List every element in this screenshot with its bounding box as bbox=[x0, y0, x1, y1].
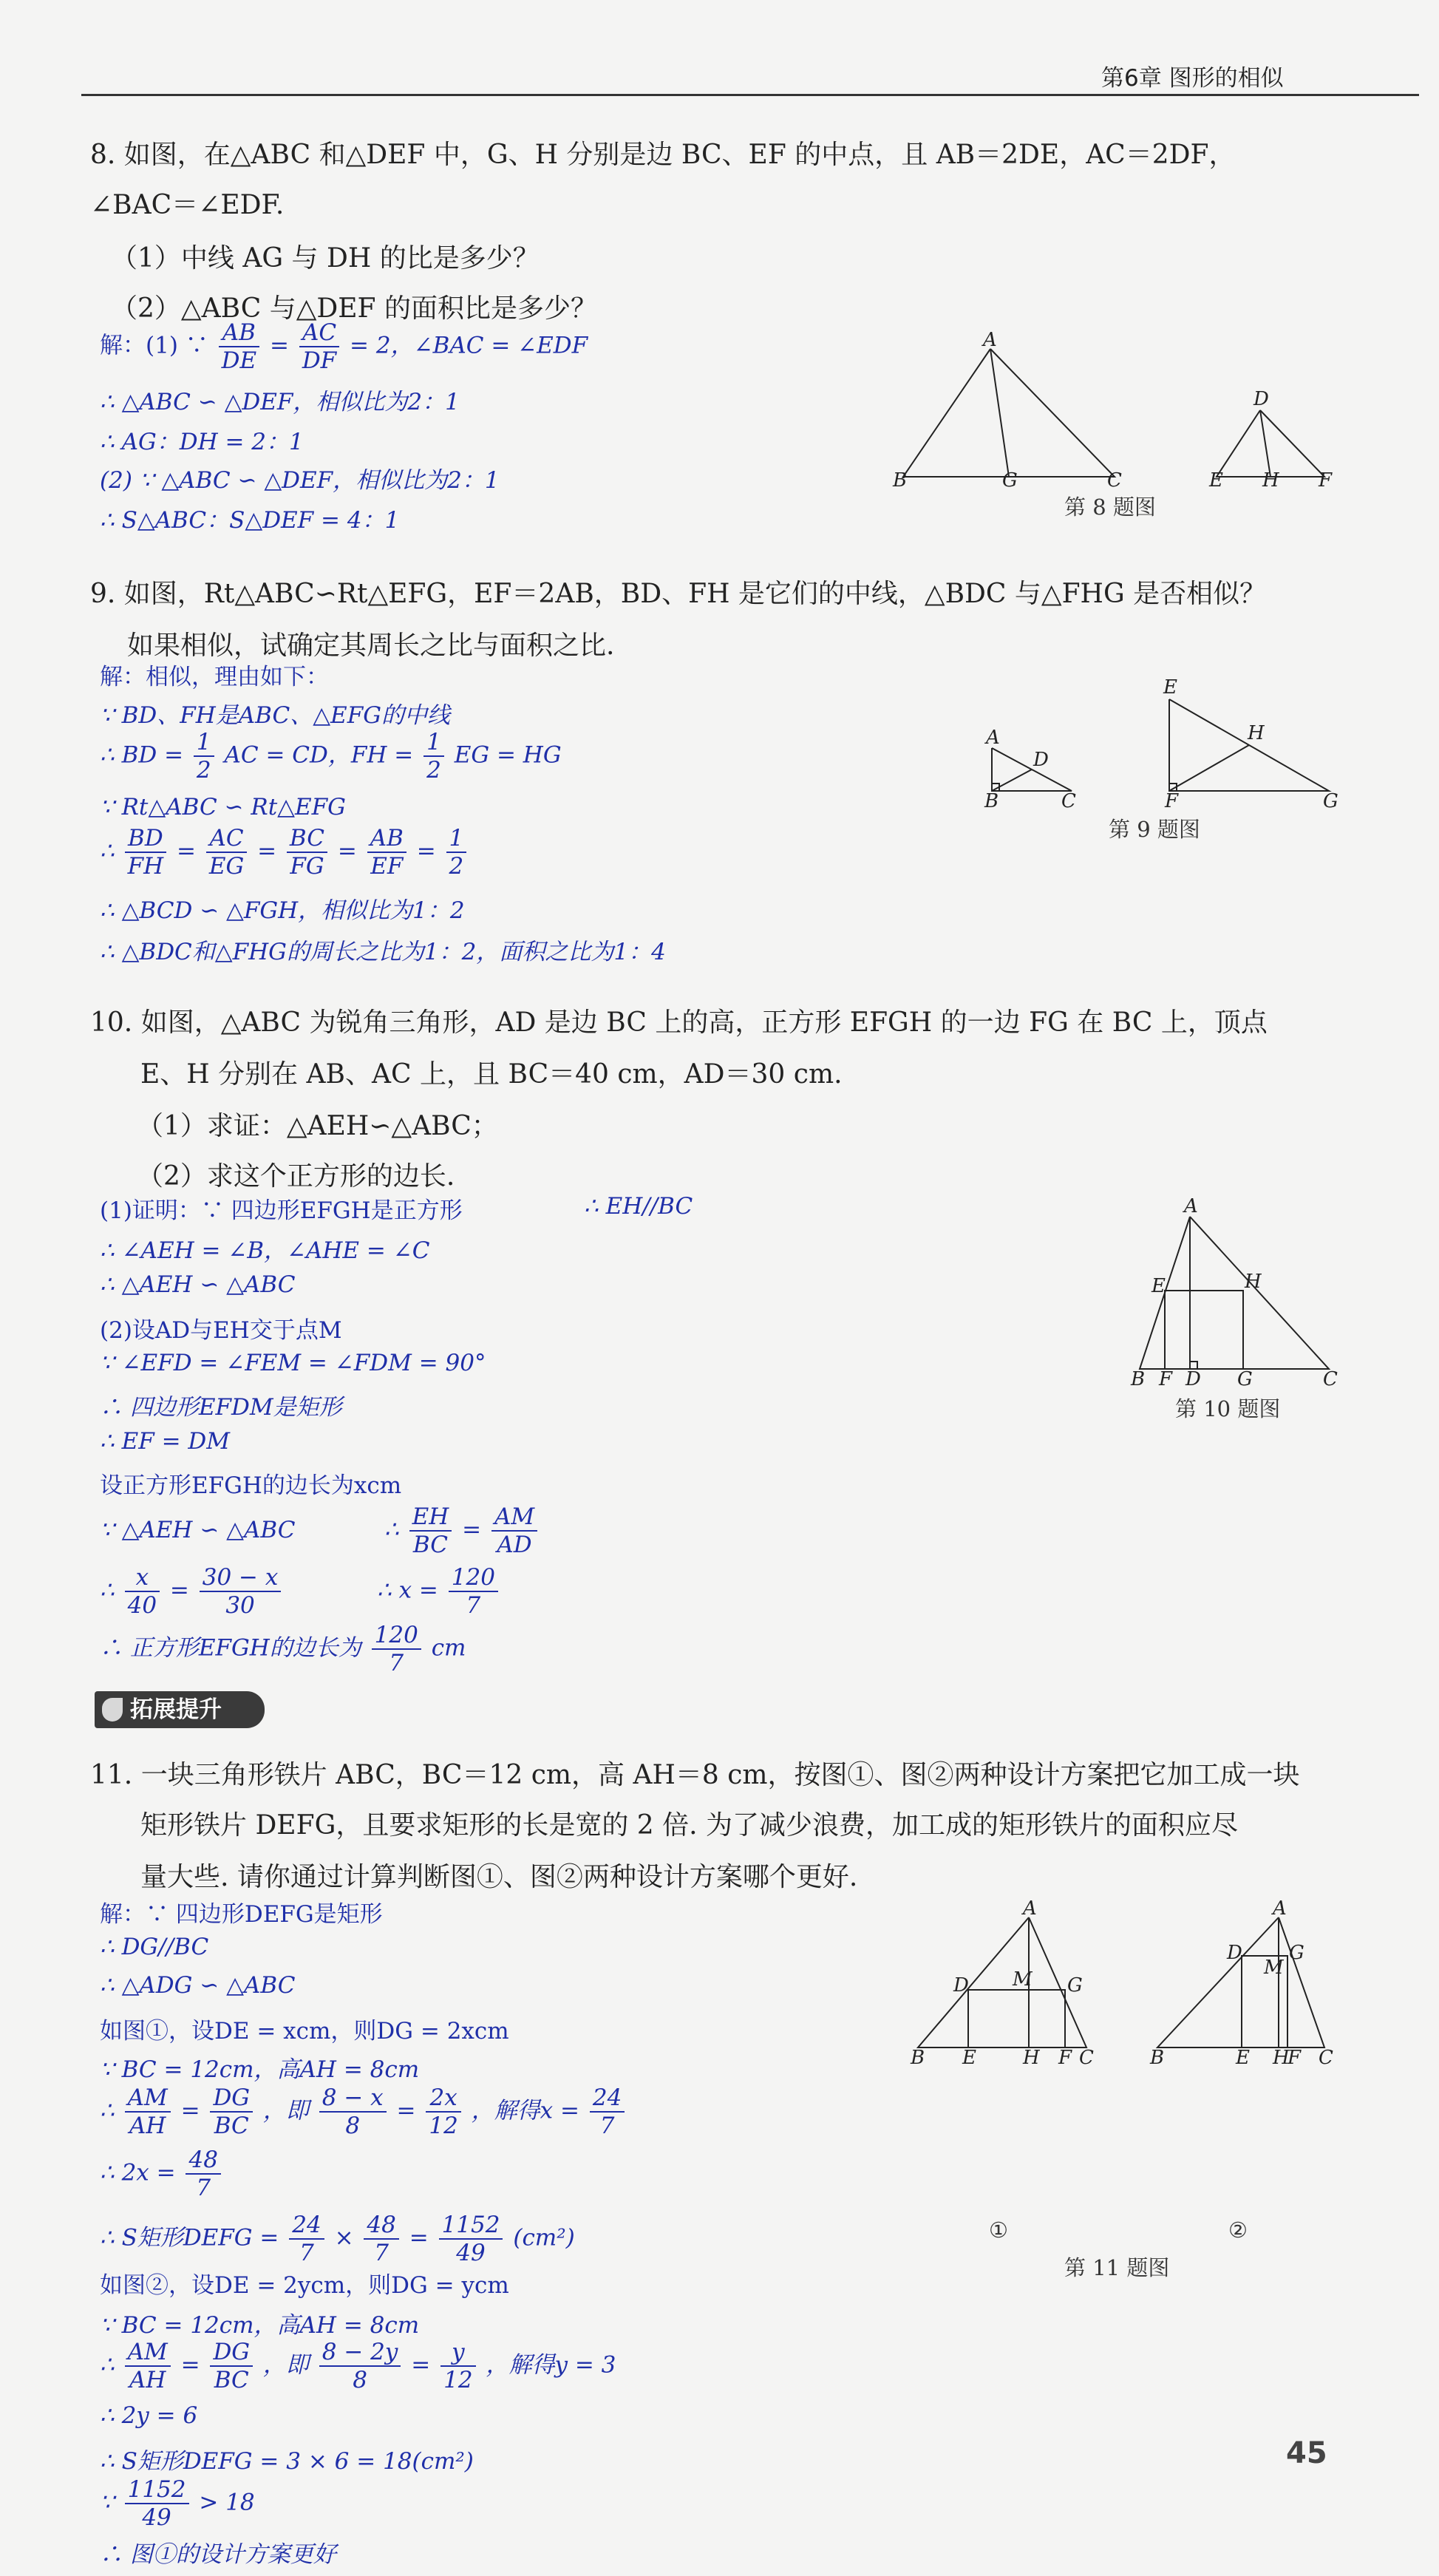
q10-line1: 10. 如图，△ABC 为锐角三角形，AD 是边 BC 上的高，正方形 EFGH 的一边 FG 在 BC 上，顶点 bbox=[90, 1007, 1268, 1038]
fraction: $\frac{1152}{49}$ bbox=[125, 2476, 189, 2531]
q11-answer-l9: 如图②，设DE = 2ycm，则DG = ycm bbox=[100, 2272, 509, 2299]
q10-answer-l10b: ∴ x = $\frac{120}{7}$ bbox=[377, 1564, 501, 1619]
label-d: D bbox=[1253, 388, 1269, 410]
label-g: G bbox=[1237, 1368, 1253, 1390]
q10-answer-l6: ∴ 四边形EFDM是矩形 bbox=[100, 1394, 342, 1421]
fraction: $\frac{120}{7}$ bbox=[372, 1622, 421, 1676]
q10-answer-l1a: (1)证明：∵ 四边形EFGH是正方形 bbox=[100, 1197, 463, 1224]
q10-answer-l4: (2)设AD与EH交于点M bbox=[100, 1317, 342, 1344]
q11-answer-l14: ∵ $\frac{1152}{49}$ > 18 bbox=[100, 2476, 255, 2531]
triangle-abc bbox=[903, 349, 1115, 477]
q9-line2: 如果相似，试确定其周长之比与面积之比. bbox=[127, 631, 615, 661]
q10-answer-l7: ∴ EF = DM bbox=[100, 1428, 230, 1455]
q10-sub1: （1）求证：△AEH∽△ABC； bbox=[137, 1111, 498, 1141]
q9-line1: 9. 如图，Rt△ABC∽Rt△EFG，EF＝2AB，BD、FH 是它们的中线，△BDC 与△FHG 是否相似？ bbox=[90, 579, 1267, 609]
label-d: D bbox=[1185, 1368, 1201, 1390]
q9-answer-l6: ∴ △BCD ∽ △FGH，相似比为1：2 bbox=[100, 897, 465, 924]
rectangle-defg-fig1 bbox=[968, 1990, 1065, 2047]
q11-figure bbox=[909, 1897, 1353, 2069]
fraction: $\frac{AM}{AH}$ bbox=[125, 2084, 171, 2139]
median-bd bbox=[992, 769, 1032, 791]
fraction: $\frac{24}{7}$ bbox=[590, 2084, 625, 2139]
label-c: C bbox=[1061, 790, 1076, 812]
fraction: $\frac{1}{2}$ bbox=[446, 825, 467, 880]
q11-caption: 第 11 题图 bbox=[1064, 2255, 1170, 2280]
fraction: $\frac{x}{40}$ bbox=[125, 1564, 160, 1619]
label-h: H bbox=[1023, 2047, 1040, 2069]
section-title: 拓展提升 bbox=[130, 1696, 222, 1723]
q11-line1: 11. 一块三角形铁片 ABC，BC＝12 cm，高 AH＝8 cm，按图①、图②两种设计方案把它加工成一块 bbox=[90, 1760, 1300, 1790]
label-b: B bbox=[984, 790, 999, 812]
fraction: $\frac{BC}{FG}$ bbox=[287, 825, 327, 880]
q11-answer-l13: ∴ S矩形DEFG = 3 × 6 = 18(cm²) bbox=[100, 2448, 474, 2475]
label-m: M bbox=[1264, 1957, 1284, 1979]
triangle-abc bbox=[1140, 1217, 1329, 1369]
label-b: B bbox=[1150, 2047, 1165, 2069]
label-c: C bbox=[1319, 2047, 1333, 2069]
label-h: H bbox=[1262, 469, 1279, 492]
q8-caption: 第 8 题图 bbox=[1064, 495, 1156, 520]
median-fh bbox=[1169, 745, 1249, 791]
label-a: A bbox=[1273, 1897, 1287, 1920]
q11-answer-l1: 解：∵ 四边形DEFG是矩形 bbox=[100, 1901, 383, 1928]
q10-answer-l3: ∴ △AEH ∽ △ABC bbox=[100, 1271, 296, 1298]
q9-answer-l2: ∵ BD、FH是ABC、△EFG的中线 bbox=[100, 702, 450, 729]
median-ag bbox=[990, 349, 1009, 477]
q10-answer-l10a: ∴ $\frac{x}{40}$ = $\frac{30 - x}{30}$ bbox=[100, 1564, 284, 1619]
q11-answer-l12: ∴ 2y = 6 bbox=[100, 2402, 198, 2429]
q11-line2: 矩形铁片 DEFG，且要求矩形的长是宽的 2 倍. 为了减少浪费，加工成的矩形铁片的面积应尽 bbox=[140, 1810, 1239, 1841]
label-c: C bbox=[1107, 469, 1122, 492]
label-a: A bbox=[986, 727, 1000, 749]
fraction: $\frac{1152}{49}$ bbox=[439, 2212, 503, 2266]
chapter-header: 第6章 图形的相似 bbox=[1101, 65, 1284, 92]
fraction: $\frac{AB}{EF}$ bbox=[367, 825, 406, 880]
label-g: G bbox=[1289, 1942, 1304, 1964]
section-header bbox=[95, 1691, 265, 1728]
fraction: $\frac{DG}{BC}$ bbox=[210, 2339, 253, 2393]
fraction: $\frac{DG}{BC}$ bbox=[210, 2084, 253, 2139]
q11-answer-l11: ∴ $\frac{AM}{AH}$ = $\frac{DG}{BC}$ ，即 $\frac{8 - 2y}{8}$ = $\frac{y}{12}$ ，解得y = 3 bbox=[100, 2339, 616, 2393]
q10-answer-l1b: ∴ EH//BC bbox=[584, 1193, 693, 1220]
label-a: A bbox=[983, 329, 997, 351]
q9-figure bbox=[976, 676, 1345, 813]
q8-answer-l3: ∴ AG：DH = 2：1 bbox=[100, 429, 304, 455]
fraction: $\frac{120}{7}$ bbox=[449, 1564, 498, 1619]
q11-fig1-label: ① bbox=[989, 2218, 1008, 2243]
q10-line2: E、H 分别在 AB、AC 上，且 BC＝40 cm，AD＝30 cm. bbox=[140, 1059, 843, 1090]
q8-sub2: （2）△ABC 与△DEF 的面积比是多少？ bbox=[111, 293, 597, 324]
q8-answer-l4: (2) ∵ △ABC ∽ △DEF，相似比为2：1 bbox=[100, 467, 500, 494]
label-f: F bbox=[1159, 1368, 1173, 1390]
q11-line3: 量大些. 请你通过计算判断图①、图②两种设计方案哪个更好. bbox=[140, 1862, 858, 1892]
label-f: F bbox=[1319, 469, 1333, 492]
fraction: $\frac{48}{7}$ bbox=[186, 2147, 220, 2201]
q10-answer-l8: 设正方形EFGH的边长为xcm bbox=[100, 1472, 402, 1499]
label-e: E bbox=[962, 2047, 976, 2069]
label-h: H bbox=[1273, 2047, 1290, 2069]
label-d: D bbox=[953, 1974, 969, 1996]
label-b: B bbox=[1131, 1368, 1146, 1390]
label-a: A bbox=[1184, 1195, 1198, 1217]
q9-answer-l4: ∵ Rt△ABC ∽ Rt△EFG bbox=[100, 794, 346, 820]
q9-answer-l7: ∴ △BDC和△FHG的周长之比为1：2，面积之比为1：4 bbox=[100, 939, 666, 965]
square-efgh bbox=[1165, 1291, 1243, 1369]
label-e: E bbox=[1163, 676, 1177, 699]
q10-answer-l9b: ∴ $\frac{EH}{BC}$ = $\frac{AM}{AD}$ bbox=[384, 1503, 540, 1558]
fraction: $\frac{8 - 2y}{8}$ bbox=[319, 2339, 401, 2393]
q11-answer-l2: ∴ DG//BC bbox=[100, 1934, 209, 1960]
fraction: $\frac{AC}{DF}$ bbox=[299, 319, 339, 374]
label-e: E bbox=[1151, 1275, 1166, 1297]
fraction: $\frac{AM}{AD}$ bbox=[491, 1503, 537, 1558]
q8-answer-l5: ∴ S△ABC：S△DEF = 4：1 bbox=[100, 507, 400, 534]
q11-answer-l4: 如图①，设DE = xcm，则DG = 2xcm bbox=[100, 2018, 509, 2045]
q11-answer-l15: ∴ 图①的设计方案更好 bbox=[100, 2541, 336, 2568]
fraction: $\frac{BD}{FH}$ bbox=[125, 825, 167, 880]
q8-answer-l1: 解：(1) ∵ $\frac{AB}{DE}$ = $\frac{AC}{DF}$ = 2，∠BAC = ∠EDF bbox=[100, 319, 588, 374]
label-f: F bbox=[1165, 790, 1179, 812]
fraction: $\frac{30 - x}{30}$ bbox=[200, 1564, 282, 1619]
triangle-def bbox=[1217, 410, 1324, 477]
fraction: $\frac{AC}{EG}$ bbox=[206, 825, 247, 880]
label-f: F bbox=[1058, 2047, 1072, 2069]
q9-answer-l5: ∴ $\frac{BD}{FH}$ = $\frac{AC}{EG}$ = $\frac{BC}{FG}$ = $\frac{AB}{EF}$ = $\frac{1}{2}$ bbox=[100, 825, 469, 880]
q11-answer-l8: ∴ S矩形DEFG = $\frac{24}{7}$ × $\frac{48}{7}$ = $\frac{1152}{49}$ (cm²) bbox=[100, 2212, 575, 2266]
label-e: E bbox=[1236, 2047, 1250, 2069]
fraction: $\frac{1}{2}$ bbox=[423, 729, 444, 784]
label-m: M bbox=[1013, 1968, 1033, 1991]
label-b: B bbox=[893, 469, 908, 492]
page-number: 45 bbox=[1286, 2436, 1327, 2470]
label-g: G bbox=[1323, 790, 1338, 812]
header-rule bbox=[81, 94, 1419, 96]
label-e: E bbox=[1209, 469, 1223, 492]
fraction: $\frac{1}{2}$ bbox=[194, 729, 214, 784]
fraction: $\frac{48}{7}$ bbox=[364, 2212, 398, 2266]
label-a: A bbox=[1023, 1897, 1037, 1920]
label-h: H bbox=[1245, 1271, 1262, 1293]
label-d: D bbox=[1033, 749, 1049, 771]
q11-answer-l3: ∴ △ADG ∽ △ABC bbox=[100, 1972, 296, 1999]
fraction: $\frac{24}{7}$ bbox=[289, 2212, 324, 2266]
label-b: B bbox=[911, 2047, 925, 2069]
q11-answer-l7: ∴ 2x = $\frac{48}{7}$ bbox=[100, 2147, 224, 2201]
q8-answer-l2: ∴ △ABC ∽ △DEF，相似比为2：1 bbox=[100, 389, 460, 415]
label-f: F bbox=[1287, 2047, 1302, 2069]
q10-answer-l2: ∴ ∠AEH = ∠B，∠AHE = ∠C bbox=[100, 1237, 430, 1264]
q10-sub2: （2）求这个正方形的边长. bbox=[137, 1161, 455, 1192]
fraction: $\frac{AB}{DE}$ bbox=[219, 319, 259, 374]
q11-fig2-label: ② bbox=[1228, 2218, 1248, 2243]
q11-answer-l5: ∵ BC = 12cm，高AH = 8cm bbox=[100, 2056, 420, 2083]
q9-caption: 第 9 题图 bbox=[1109, 817, 1200, 842]
fraction: $\frac{2x}{12}$ bbox=[426, 2084, 460, 2139]
q9-answer-l1: 解：相似，理由如下： bbox=[100, 664, 329, 690]
fraction: $\frac{EH}{BC}$ bbox=[409, 1503, 452, 1558]
section-icon bbox=[102, 1698, 123, 1722]
q8-sub1: （1）中线 AG 与 DH 的比是多少？ bbox=[111, 243, 540, 273]
fraction: $\frac{8 - x}{8}$ bbox=[319, 2084, 387, 2139]
triangle-abc-fig1 bbox=[918, 1917, 1086, 2047]
label-d: D bbox=[1227, 1942, 1242, 1964]
label-g: G bbox=[1067, 1974, 1083, 1996]
q8-line2: ∠BAC＝∠EDF. bbox=[90, 190, 285, 220]
q8-line1: 8. 如图，在△ABC 和△DEF 中，G、H 分别是边 BC、EF 的中点，且 AB＝2DE，AC＝2DF， bbox=[90, 140, 1236, 170]
q11-answer-l6: ∴ $\frac{AM}{AH}$ = $\frac{DG}{BC}$ ，即 $\frac{8 - x}{8}$ = $\frac{2x}{12}$ ，解得x = $\frac{24}{7}$ bbox=[100, 2084, 627, 2139]
q9-answer-l3: ∴ BD = $\frac{1}{2}$ AC = CD，FH = $\frac{1}{2}$ EG = HG bbox=[100, 729, 562, 784]
label-h: H bbox=[1248, 722, 1265, 744]
fraction: $\frac{y}{12}$ bbox=[440, 2339, 475, 2393]
fraction: $\frac{AM}{AH}$ bbox=[125, 2339, 171, 2393]
label-c: C bbox=[1323, 1368, 1338, 1390]
q10-caption: 第 10 题图 bbox=[1175, 1396, 1281, 1421]
label-g: G bbox=[1002, 469, 1018, 492]
q10-answer-l5: ∵ ∠EFD = ∠FEM = ∠FDM = 90° bbox=[100, 1350, 486, 1376]
q10-figure bbox=[1123, 1195, 1345, 1390]
q11-answer-l10: ∵ BC = 12cm，高AH = 8cm bbox=[100, 2312, 420, 2339]
q10-answer-l11: ∴ 正方形EFGH的边长为 $\frac{120}{7}$ cm bbox=[100, 1622, 466, 1676]
label-c: C bbox=[1079, 2047, 1094, 2069]
q10-answer-l9a: ∵ △AEH ∽ △ABC bbox=[100, 1517, 296, 1543]
